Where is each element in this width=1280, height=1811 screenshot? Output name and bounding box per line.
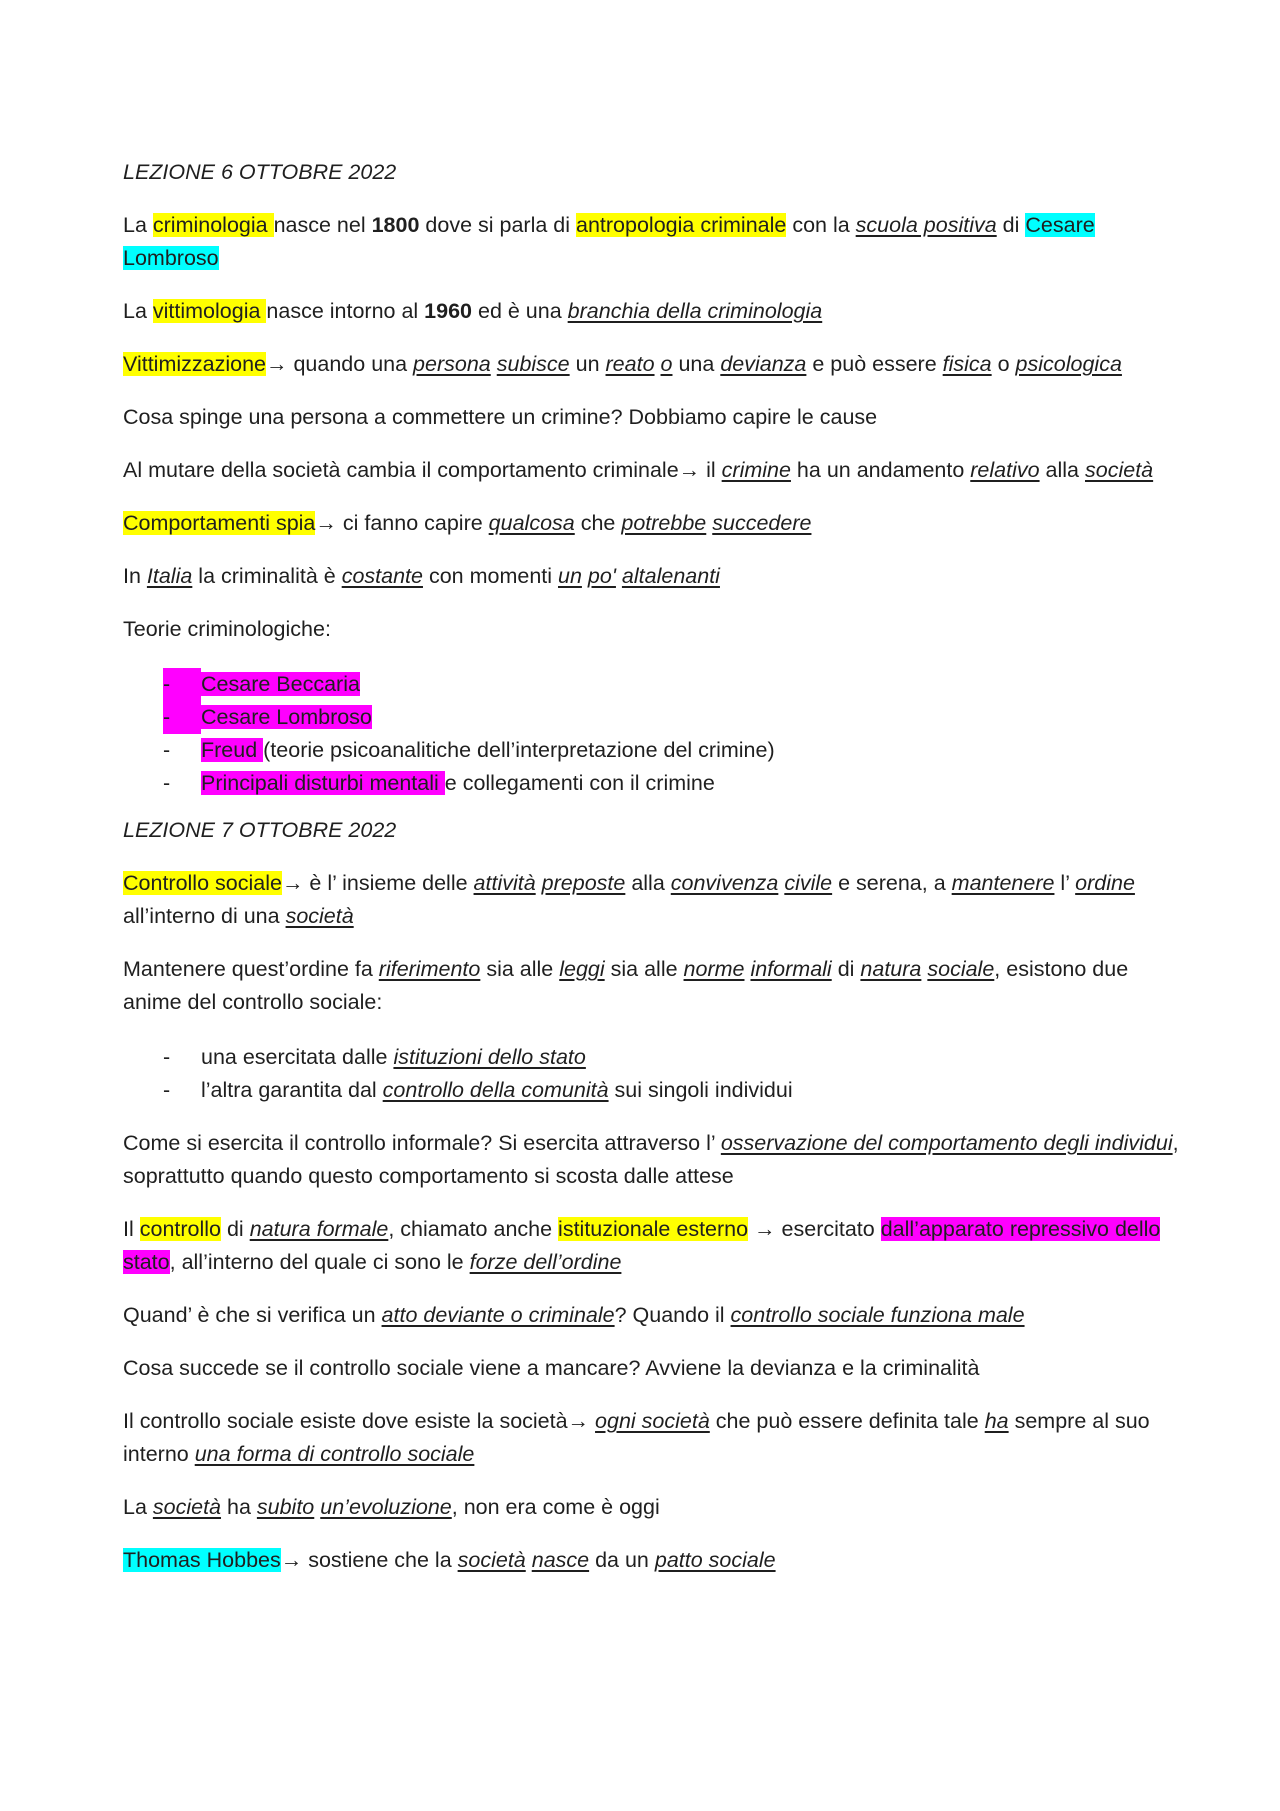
paragraph-criminologia: La criminologia nasce nel 1800 dove si parla di antropologia criminale con la scuola positiva di Cesare Lombroso xyxy=(123,213,1095,270)
list-item: - Freud (teorie psicoanalitiche dell’interpretazione del crimine) xyxy=(163,738,775,762)
list-item: - Principali disturbi mentali e collegamenti con il crimine xyxy=(163,771,715,795)
lesson-1-title: LEZIONE 6 OTTOBRE 2022 xyxy=(123,160,397,184)
anime-list xyxy=(123,1041,1183,1107)
paragraph-teorie: Teorie criminologiche: xyxy=(123,617,331,641)
paragraph-cause: Cosa spinge una persona a commettere un crimine? Dobbiamo capire le cause xyxy=(123,405,878,429)
paragraph-mancanza-controllo: Cosa succede se il controllo sociale viene a mancare? Avviene la devianza e la criminalità xyxy=(123,1356,980,1380)
paragraph-vittimologia: La vittimologia nasce intorno al 1960 ed è una branchia della criminologia xyxy=(123,299,823,323)
paragraph-comportamenti-spia: Comportamenti spia→ ci fanno capire qualcosa che potrebbe succedere xyxy=(123,511,812,535)
paragraph-controllo-informale: Come si esercita il controllo informale? Si esercita attraverso l’ osservazione del comportamento degli individui, soprattutto quando questo comportamento si scosta dalle attese xyxy=(123,1131,1179,1188)
paragraph-atto-deviante: Quand’ è che si verifica un atto deviante o criminale? Quando il controllo sociale funziona male xyxy=(123,1303,1025,1327)
paragraph-mantenere-ordine: Mantenere quest’ordine fa riferimento sia alle leggi sia alle norme informali di natura sociale, esistono due anime del controllo sociale: xyxy=(123,957,1129,1014)
paragraph-vittimizzazione: Vittimizzazione→ quando una persona subisce un reato o una devianza e può essere fisica o psicologica xyxy=(123,352,1122,376)
teorie-list xyxy=(123,668,1183,800)
lesson-2-title: LEZIONE 7 OTTOBRE 2022 xyxy=(123,818,397,842)
paragraph-evoluzione: La società ha subito un’evoluzione, non era come è oggi xyxy=(123,1495,660,1519)
list-item: - Cesare Lombroso xyxy=(123,701,1183,734)
list-item: - l’altra garantita dal controllo della comunità sui singoli individui xyxy=(163,1078,793,1102)
paragraph-esiste-societa: Il controllo sociale esiste dove esiste la società→ ogni società che può essere definita tale ha sempre al suo interno una forma di controllo sociale xyxy=(123,1409,1150,1466)
list-item: - una esercitata dalle istituzioni dello stato xyxy=(163,1045,586,1069)
paragraph-mutare-societa: Al mutare della società cambia il comportamento criminale→ il crimine ha un andamento relativo alla società xyxy=(123,458,1154,482)
paragraph-italia: In Italia la criminalità è costante con momenti un po' altalenanti xyxy=(123,564,720,588)
paragraph-hobbes: Thomas Hobbes→ sostiene che la società nasce da un patto sociale xyxy=(123,1548,776,1572)
document-body xyxy=(123,156,1183,1597)
paragraph-controllo-formale: Il controllo di natura formale, chiamato anche istituzionale esterno → esercitato dall’apparato repressivo dello stato, all’interno del quale ci sono le forze dell’ordine xyxy=(123,1217,1161,1274)
list-item: - Cesare Beccaria xyxy=(123,668,1183,701)
paragraph-controllo-sociale: Controllo sociale→ è l’ insieme delle attività preposte alla convivenza civile e serena, a mantenere l’ ordine all’interno di una società xyxy=(123,871,1135,928)
